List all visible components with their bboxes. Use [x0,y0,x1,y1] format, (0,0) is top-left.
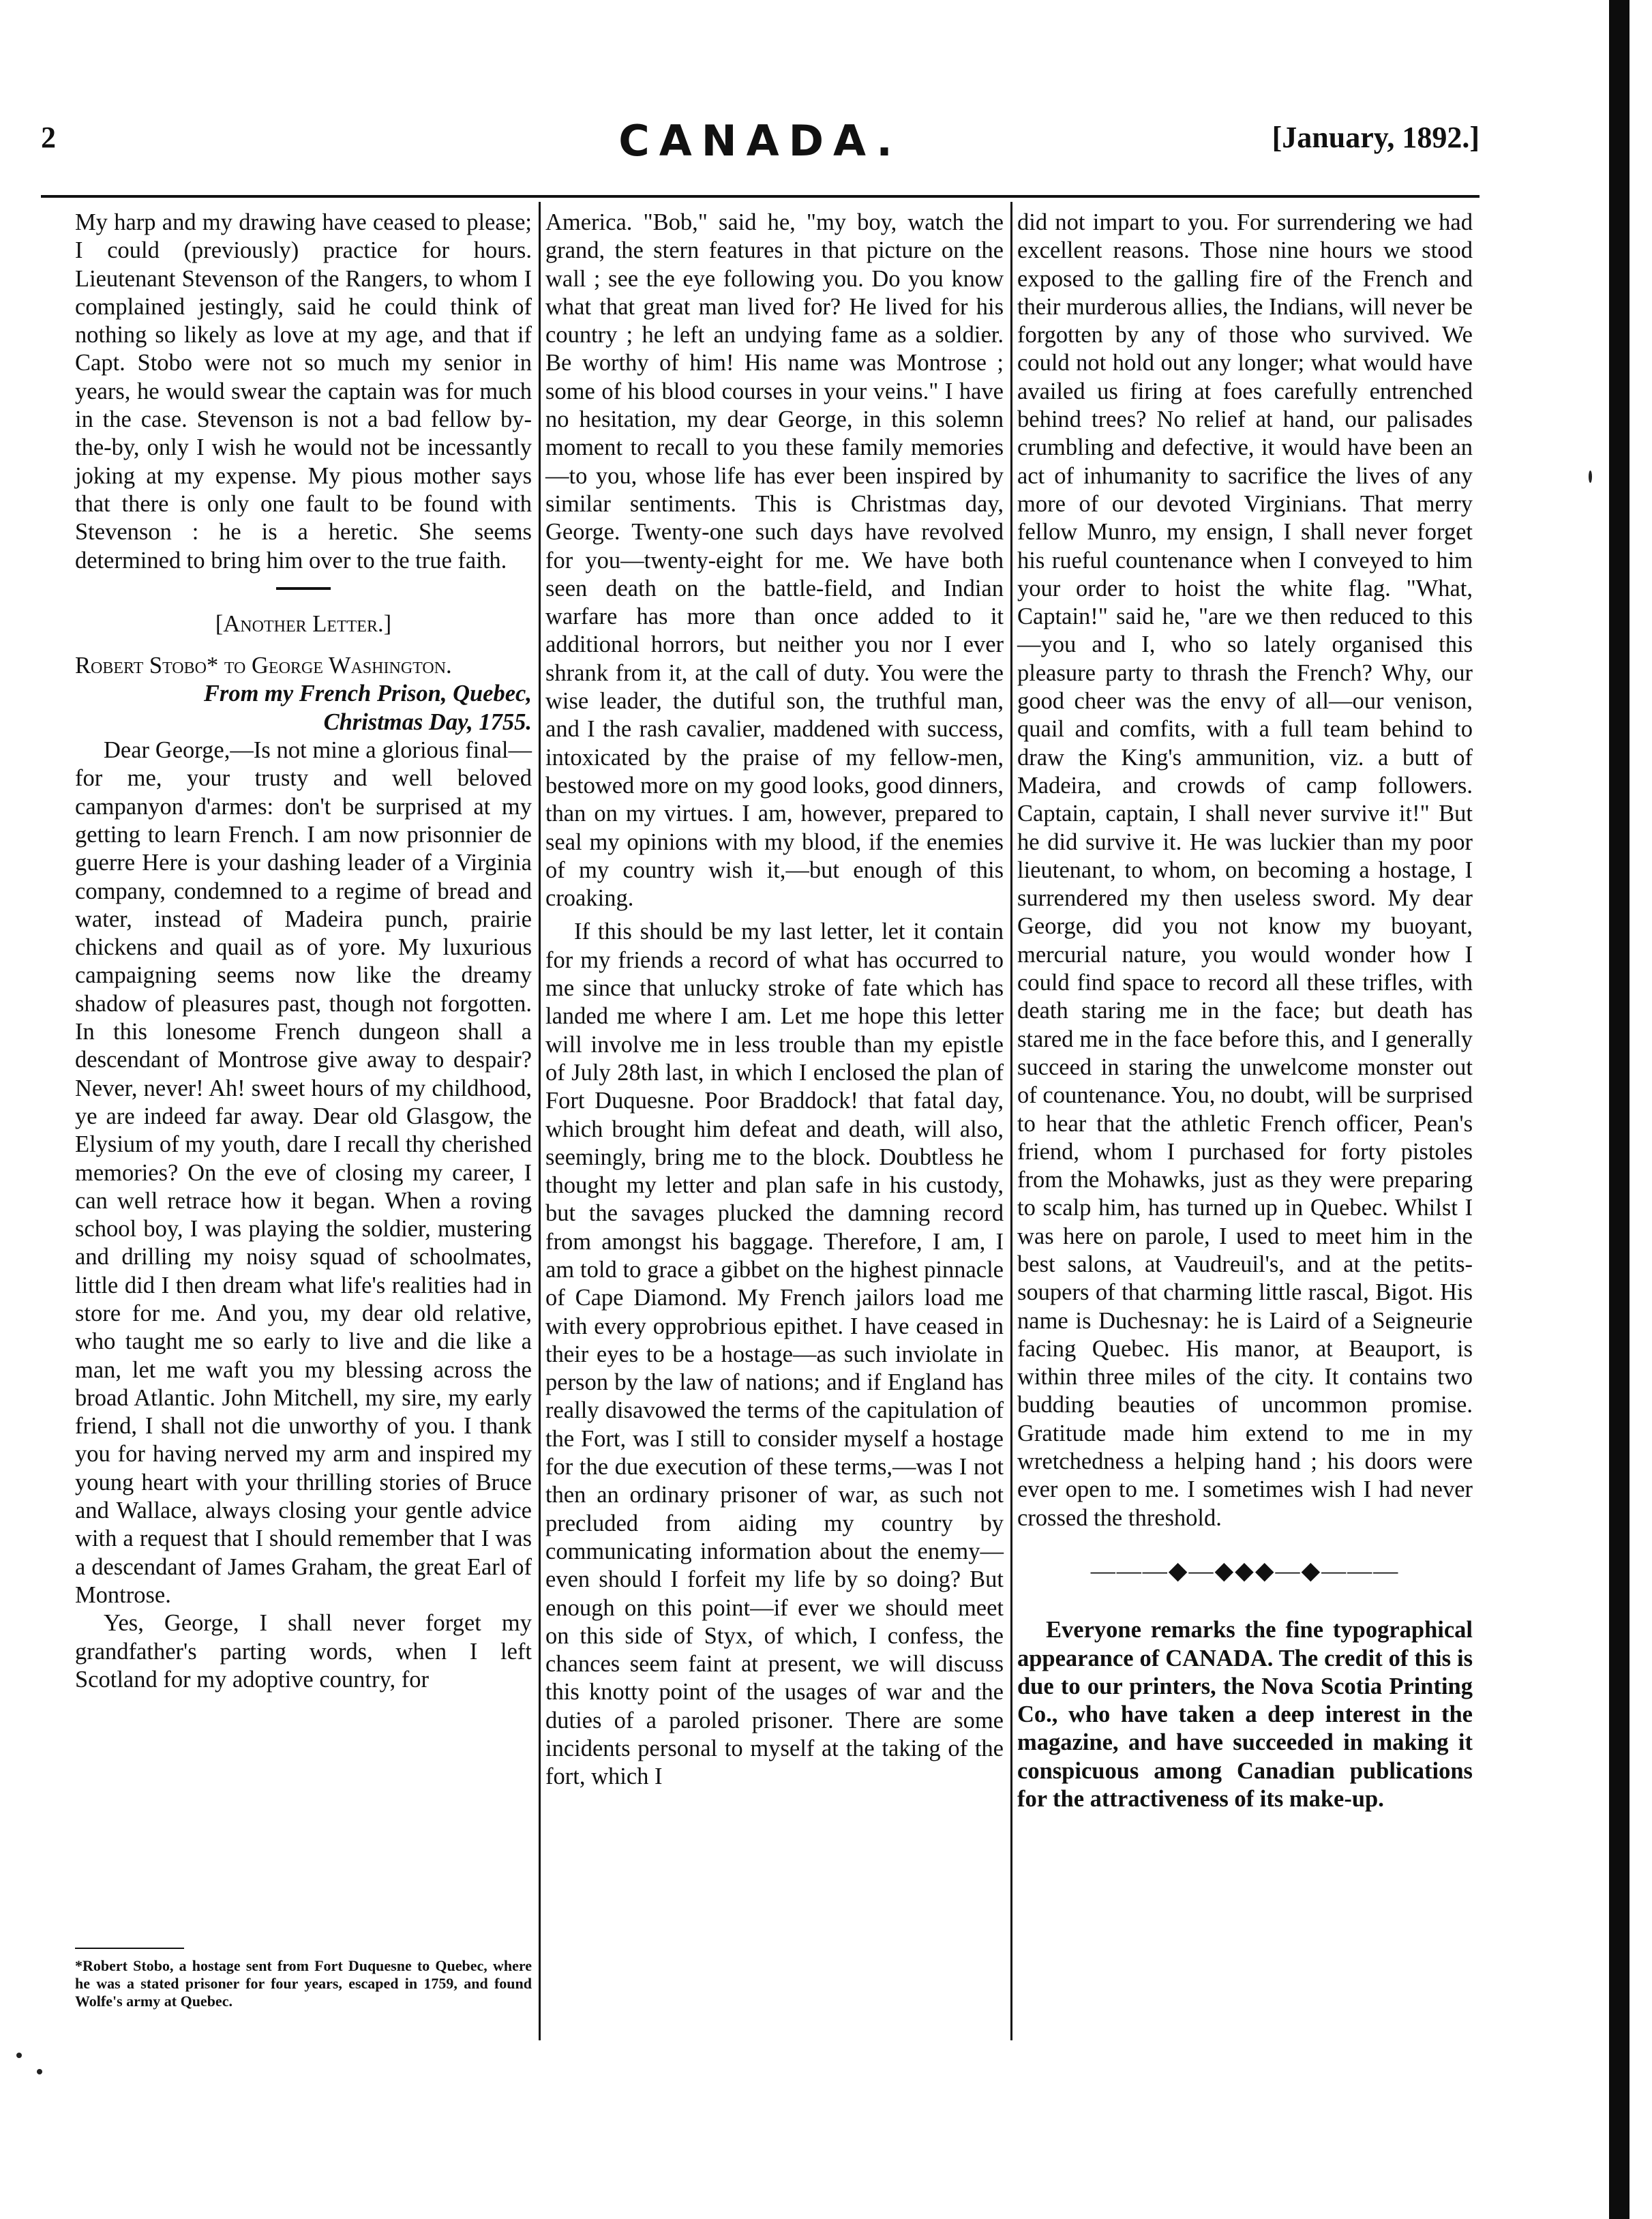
letter-title: Robert Stobo* to George Washington. [75,653,452,679]
page-number: 2 [41,121,56,154]
another-letter-heading: [Another Letter.] [215,610,392,637]
paragraph: did not impart to you. For surrendering we had excellent reasons. Those nine hours we stood exposed to the galling fire of the French and their murderous allies, the Indians, will never be forgotten by any of those who survived. We could not hold out any longer; what would have availed us firing at foes carefully entrenched behind trees? No relief at hand, our palisades crumbling and defective, it would have been an act of inhumanity to sacrifice the lives of any more of our devoted Virginians. That merry fellow Munro, my ensign, I shall never forget his rueful countenance when I conveyed to him your order to hoist the white flag. "What, Captain!" said he, "are we then reduced to this—you and I, who so lately organised this pleasure party to thrash the French? Why, our good cheer was the envy of all—our venison, quail and comfits, with a full team behind to draw the King's ammunition, viz. a butt of Madeira, and crowds of camp followers. Captain, captain, I shall never survive it!" But he did survive it. He was luckier than my poor lieutenant, to whom, on becoming a hostage, I surrendered my then useless sword. My dear George, did you not know my buoyant, mercurial nature, you would wonder how I could find space to record all these trifles, with death staring me in the face; but death has stared me in the face before this, and I generally succeed in staring the unwelcome monster out of countenance. You, no doubt, will be surprised to hear that the athletic French officer, Pean's friend, whom I purchased for forty pistoles from the Mohawks, just as they were preparing to scalp him, has turned up in Quebec. Whilst I was here on parole, I used to meet him in the best salons, at Vaudreuil's, and at the petits-soupers of that charming little rascal, Bigot. His name is Duchesnay: he is Laird of a Seigneurie facing Quebec. His manor, at Beauport, is within three miles of the city. It contains two budding beauties of uncommon promise. Gratitude made him extend to me in my wretchedness a helping hand ; his doors were ever open to me. I sometimes wish I had never crossed the threshold. [1017,209,1473,1531]
paragraph: Dear George,—Is not mine a glorious final—for me, your trusty and well beloved campanyon d'armes: don't be surprised at my getting to learn French. I am now prisonnier de guerre Here is your dashing leader of a Virginia company, condemned to a regime of bread and water, instead of Madeira punch, prairie chickens and quail as of yore. My luxurious campaigning seems now like the dreamy shadow of pleasures past, though not forgotten. In this lonesome French dungeon shall a descendant of Montrose give away to despair? Never, never! Ah! sweet hours of my childhood, ye are indeed far away. Dear old Glasgow, the Elysium of my youth, dare I recall thy cherished memories? On the eve of closing my career, I can well retrace how it began. When a roving school boy, I was playing the soldier, mustering and drilling my noisy squad of schoolmates, little did I then dream what life's realities had in store for me. And you, my dear old relative, who taught me so early to live and die like a man, let me waft you my blessing across the broad Atlantic. John Mitchell, my sire, my early friend, I shall not die unworthy of you. I thank you for having nerved my arm and inspired my young heart with your thrilling stories of Bruce and Wallace, always closing your gentle advice with a request that I should remember that I was a descendant of James Graham, the great Earl of Montrose. [75,737,532,1608]
page-header [41,116,1480,170]
letter-dateline-date: Christmas Day, 1755. [323,709,532,735]
column-3 [1017,209,1473,1813]
paragraph: My harp and my drawing have ceased to please; I could (previously) practice for hours. Lieutenant Stevenson of the Rangers, to whom I complained jestingly, said he could think of nothing so likely as love at my age, and that if Capt. Stobo were not so much my senior in years, he would swear the captain was for much in the case. Stevenson is not a bad fellow by-the-by, only I wish he would not be incessantly joking at my expense. My pious mother says that there is only one fault to be found with Stevenson : he is a heretic. She seems determined to bring him over to the true faith. [75,209,532,574]
letter-dateline: From my French Prison, Quebec, [203,681,532,707]
scan-speck [1589,471,1592,483]
column-divider-1 [539,202,541,2040]
paragraph: If this should be my last letter, let it contain for my friends a record of what has occurred to me since that unlucky stroke of fate which has landed me where I am. Let me hope this letter will involve me in less trouble than my epistle of July 28th last, in which I enclosed the plan of Fort Duquesne. Poor Braddock! that fatal day, which brought him defeat and death, will also, seemingly, bring me to the block. Doubtless he thought my letter and plan safe in his custody, but the savages plucked the damning record from amongst his baggage. Therefore, I am, I am told to grace a gibbet on the highest pinnacle of Cape Diamond. My French jailors load me with every opprobrious epithet. I have ceased in their eyes to be a hostage—as such inviolate in person by the law of nations; and if England has really disavowed the terms of the capitulation of the Fort, was I still to consider myself a hostage for the due execution of these terms,—was I not then an ordinary prisoner of war, as such not precluded from aiding my country by communicating information about the enemy—even should I forfeit my life by so doing? But enough on this point—if ever we should meet on this side of Styx, of which, I confess, the chances seem faint at present, we will discuss this knotty point of the usages of war and the duties of a paroled prisoner. There are some incidents personal to myself at the taking of the fort, which I [545,919,1004,1790]
column-2 [545,209,1004,1791]
paragraph: Yes, George, I shall never forget my grandfather's parting words, when I left Scotland for my adoptive country, for [75,1610,532,1693]
issue-date: [January, 1892.] [1272,121,1480,154]
section-divider [276,587,331,590]
scan-edge [1609,0,1630,2219]
ornamental-divider: ———◆—◆◆◆—◆——— [1090,1556,1400,1584]
column-divider-2 [1010,202,1012,2040]
footnote: *Robert Stobo, a hostage sent from Fort Duquesne to Quebec, where he was a stated prisoner for four years, escaped in 1759, and found Wolfe's army at Quebec. [75,1957,532,2010]
header-rule [41,195,1480,198]
paragraph: America. "Bob," said he, "my boy, watch the grand, the stern features in that picture on the wall ; see the eye following you. Do you know what that great man lived for? He lived for his country ; he left an undying fame as a soldier. Be worthy of him! His name was Montrose ; some of his blood courses in your veins." I have no hesitation, my dear George, in this solemn moment to recall to you these family memories—to you, whose life has ever been inspired by similar sentiments. This is Christmas day, George. Twenty-one such days have revolved for you—twenty-eight for me. We have both seen death on the battle-field, and Indian warfare has more than once added to it additional horrors, but neither you nor I ever shrank from it, at the call of duty. You were the wise leader, the dutiful son, the truthful man, and I the rash cavalier, maddened with success, intoxicated by the praise of my fellow-men, bestowed more on my good looks, good dinners, than on my virtues. I am, however, prepared to seal my opinions with my blood, if the enemies of my country wish it,—but enough of this croaking. [545,209,1004,912]
printer-notice: Everyone remarks the fine typographical appearance of CANADA. The credit of this is due to our printers, the Nova Scotia Printing Co., who have taken a deep interest in the magazine, and have succeeded in making it conspicuous among Canadian publications for the attractiveness of its make-up. [1017,1617,1473,1813]
footnote-rule [75,1948,184,1949]
masthead-title: CANADA. [618,116,902,166]
column-1 [75,209,532,1694]
scan-speck [16,2053,22,2058]
scan-speck [37,2069,42,2074]
